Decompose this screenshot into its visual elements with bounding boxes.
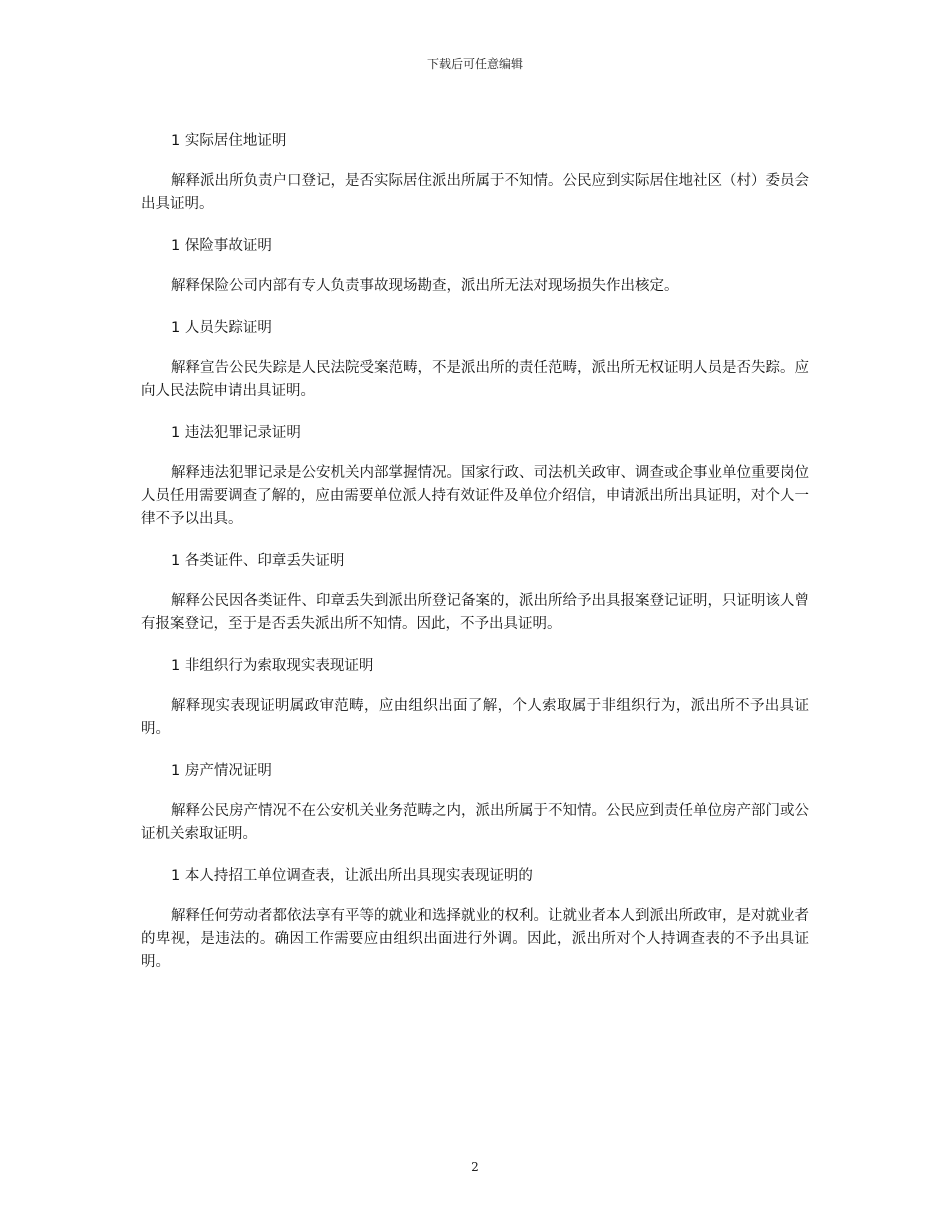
section-conduct-proof (141, 655, 809, 741)
section-heading: 1 各类证件、印章丢失证明 (171, 553, 345, 569)
section-heading: 1 人员失踪证明 (171, 320, 272, 336)
section-lost-documents-proof (141, 550, 809, 636)
document-body (141, 130, 809, 993)
header-note: 下载后可任意编辑 (426, 57, 523, 71)
section-heading: 1 违法犯罪记录证明 (171, 425, 301, 441)
section-paragraph: 解释保险公司内部有专人负责事故现场勘查，派出所无法对现场损失作出核定。 (171, 278, 679, 294)
section-paragraph: 解释违法犯罪记录是公安机关内部掌握情况。国家行政、司法机关政审、调查或企事业单位重要岗位人员任用需要调查了解的，应由需要单位派人持有效证件及单位介绍信，申请派出所出具证明，对个人一律不予以出具。 (141, 465, 809, 527)
section-paragraph: 解释宣告公民失踪是人民法院受案范畴，不是派出所的责任范畴，派出所无权证明人员是否失踪。应向人民法院申请出具证明。 (141, 360, 809, 399)
section-property-proof (141, 760, 809, 846)
section-heading: 1 实际居住地证明 (171, 133, 287, 149)
section-insurance-proof (141, 235, 809, 298)
section-heading: 1 保险事故证明 (171, 238, 272, 254)
page-number: 2 (471, 1160, 479, 1174)
section-heading: 1 非组织行为索取现实表现证明 (171, 658, 374, 674)
section-paragraph: 解释现实表现证明属政审范畴，应由组织出面了解，个人索取属于非组织行为，派出所不予出具证明。 (141, 698, 809, 737)
section-heading: 1 本人持招工单位调查表，让派出所出具现实表现证明的 (171, 868, 533, 884)
section-heading: 1 房产情况证明 (171, 763, 272, 779)
section-paragraph: 解释派出所负责户口登记，是否实际居住派出所属于不知情。公民应到实际居住地社区（村）委员会出具证明。 (141, 173, 809, 212)
section-paragraph: 解释公民因各类证件、印章丢失到派出所登记备案的，派出所给予出具报案登记证明，只证明该人曾有报案登记，至于是否丢失派出所不知情。因此，不予出具证明。 (141, 593, 809, 632)
section-residence-proof (141, 130, 809, 216)
section-missing-person-proof (141, 317, 809, 403)
section-criminal-record-proof (141, 422, 809, 531)
section-employment-survey-proof (141, 865, 809, 974)
section-paragraph: 解释公民房产情况不在公安机关业务范畴之内，派出所属于不知情。公民应到责任单位房产部门或公证机关索取证明。 (141, 803, 809, 842)
section-paragraph: 解释任何劳动者都依法享有平等的就业和选择就业的权利。让就业者本人到派出所政审，是对就业者的卑视，是违法的。确因工作需要应由组织出面进行外调。因此，派出所对个人持调查表的不予出具证明。 (141, 908, 809, 970)
